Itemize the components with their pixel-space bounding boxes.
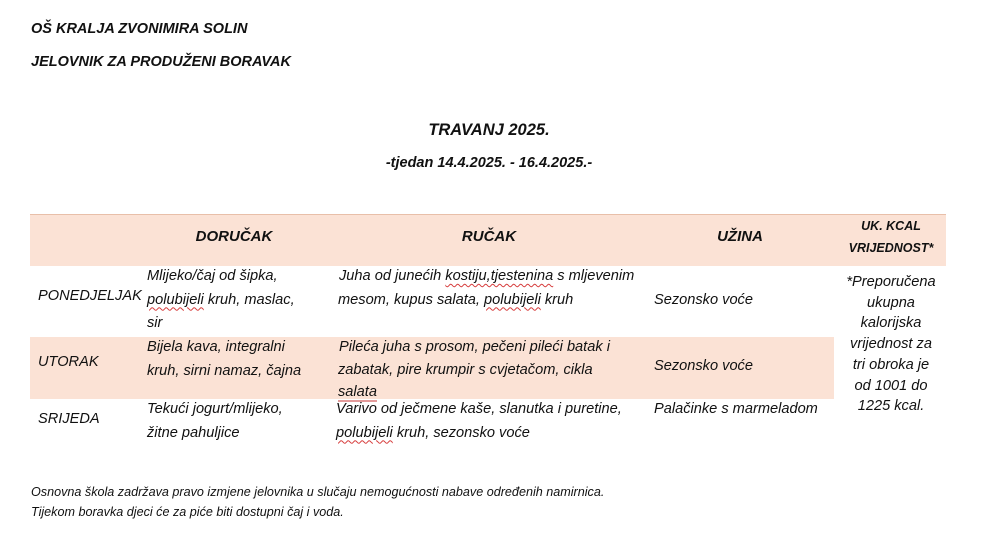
day-monday: PONEDJELJAK	[38, 288, 142, 304]
wednesday-lunch-line2	[336, 422, 648, 446]
spell-marked-word: kostiju,tjestenina	[445, 268, 554, 284]
week-range: -tjedan 14.4.2025. - 16.4.2025.-	[385, 155, 593, 171]
school-name: OŠ KRALJA ZVONIMIRA SOLIN	[31, 21, 248, 37]
wednesday-breakfast	[147, 398, 337, 445]
column-header-lunch: RUČAK	[461, 228, 517, 245]
monday-breakfast	[147, 265, 337, 336]
day-tuesday: UTORAK	[38, 354, 99, 370]
kcal-note-line: tri obroka je	[852, 356, 930, 373]
monday-lunch-line2	[338, 289, 648, 313]
monday-lunch-line2-a: mesom, kupus salata,	[338, 291, 485, 308]
menu-subtitle: JELOVNIK ZA PRODUŽENI BORAVAK	[31, 54, 291, 70]
tuesday-lunch-line2: zabatak, pire krumpir s cvjetačom, cikla	[338, 361, 593, 378]
tuesday-snack: Sezonsko voće	[654, 358, 753, 374]
spell-marked-word: salata	[338, 384, 377, 400]
footer-note-menu-change: Osnovna škola zadržava pravo izmjene jelovnika u slučaju nemogućnosti nabave određenih namirnica.	[31, 485, 605, 499]
wednesday-lunch-line1: Varivo od ječmene kaše, slanutka i puretine,	[336, 401, 622, 417]
kcal-note-line: od 1001 do	[854, 377, 928, 394]
month-title: TRAVANJ 2025.	[428, 121, 550, 139]
tuesday-lunch	[338, 336, 648, 404]
monday-lunch-line1	[338, 265, 648, 289]
spell-marked-word: polubijeli	[484, 291, 541, 308]
tuesday-lunch-line1: Pileća juha s prosom, pečeni pileći batak i	[339, 339, 610, 355]
column-header-snack: UŽINA	[717, 228, 763, 245]
footer-note-drinks: Tijekom boravka djeci će za piće biti dostupni čaj i voda.	[31, 505, 344, 519]
monday-breakfast-line2	[147, 289, 337, 313]
tuesday-breakfast-line2: kruh, sirni namaz, čajna	[147, 362, 302, 379]
kcal-note-line: *Preporučena	[846, 274, 936, 290]
kcal-header-line2: VRIJEDNOST*	[848, 241, 934, 255]
monday-lunch-line1-a: Juha od junećih	[339, 268, 446, 284]
monday-lunch-line1-b: s mljevenim	[553, 268, 635, 284]
tuesday-breakfast-line1: Bijela kava, integralni	[147, 339, 285, 355]
column-header-breakfast: DORUČAK	[195, 228, 273, 245]
kcal-note-line: ukupna	[867, 294, 915, 311]
kcal-note	[836, 272, 946, 417]
wednesday-lunch-line2-rest: kruh, sezonsko voće	[392, 424, 530, 441]
day-wednesday: SRIJEDA	[38, 411, 100, 427]
kcal-note-line: kalorijska	[860, 315, 922, 332]
wednesday-snack: Palačinke s marmeladom	[654, 401, 818, 417]
column-header-kcal	[836, 215, 946, 259]
kcal-header-line1: UK. KCAL	[861, 219, 921, 233]
wednesday-breakfast-line1: Tekući jogurt/mlijeko,	[147, 401, 283, 417]
monday-lunch-line2-b: kruh	[540, 291, 574, 308]
kcal-note-line: 1225 kcal.	[857, 398, 925, 415]
wednesday-lunch	[336, 398, 648, 445]
monday-breakfast-line2-rest: kruh, maslac,	[203, 291, 295, 308]
monday-breakfast-line3: sir	[147, 315, 163, 331]
monday-breakfast-line1: Mlijeko/čaj od šipka,	[147, 268, 278, 284]
tuesday-breakfast	[147, 336, 337, 383]
wednesday-breakfast-line2: žitne pahuljice	[147, 424, 240, 441]
monday-lunch	[338, 265, 648, 312]
monday-snack: Sezonsko voće	[654, 292, 753, 308]
kcal-note-line: vrijednost za	[850, 336, 932, 353]
spell-marked-word: polubijeli	[336, 424, 393, 441]
spell-marked-word: polubijeli	[147, 291, 204, 308]
